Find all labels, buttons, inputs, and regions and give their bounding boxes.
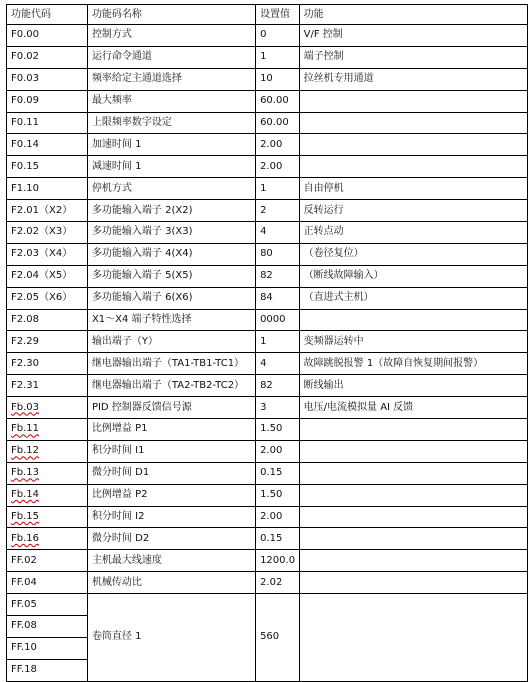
table-row: [7, 309, 528, 331]
cell-code: FF.08: [7, 616, 88, 638]
cell-name: 多功能输入端子 3(X3): [87, 222, 255, 244]
cell-name: 积分时间 I1: [87, 440, 255, 462]
cell-name: 继电器输出端子（TA1-TB1-TC1）: [87, 353, 255, 375]
cell-name: 运行命令通道: [87, 46, 255, 68]
cell-function: 端子控制: [299, 46, 527, 68]
cell-name: 多功能输入端子 6(X6): [87, 287, 255, 309]
cell-function: [299, 440, 527, 462]
cell-function-merged: [299, 594, 527, 682]
cell-value: 2: [256, 200, 300, 222]
cell-name: 多功能输入端子 2(X2): [87, 200, 255, 222]
cell-value: 0.15: [256, 462, 300, 484]
cell-function: 变频器运转中: [299, 331, 527, 353]
cell-function: [299, 462, 527, 484]
cell-name: 微分时间 D1: [87, 462, 255, 484]
table-row: [7, 397, 528, 419]
cell-value: 0.15: [256, 528, 300, 550]
table-row: [7, 265, 528, 287]
cell-code: F2.04（X5）: [7, 265, 88, 287]
table-row: [7, 353, 528, 375]
cell-value: 1.50: [256, 484, 300, 506]
cell-function: [299, 484, 527, 506]
cell-value: 2.00: [256, 156, 300, 178]
cell-value: 60.00: [256, 90, 300, 112]
cell-function: 反转运行: [299, 200, 527, 222]
cell-name: 继电器输出端子（TA2-TB2-TC2）: [87, 375, 255, 397]
cell-code: F2.03（X4）: [7, 243, 88, 265]
header-function: 功能: [299, 5, 527, 25]
cell-function: 自由停机: [299, 178, 527, 200]
cell-code: F2.02（X3）: [7, 222, 88, 244]
cell-code: F2.30: [7, 353, 88, 375]
cell-code: Fb.14: [7, 484, 88, 506]
cell-value: 3: [256, 397, 300, 419]
header-value: 设置值: [256, 5, 300, 25]
cell-value: 2.00: [256, 506, 300, 528]
cell-code: Fb.16: [7, 528, 88, 550]
cell-function: 断线输出: [299, 375, 527, 397]
cell-code: F0.15: [7, 156, 88, 178]
cell-name: X1～X4 端子特性选择: [87, 309, 255, 331]
cell-name: PID 控制器反馈信号源: [87, 397, 255, 419]
cell-value: 2.02: [256, 572, 300, 594]
table-row: [7, 287, 528, 309]
cell-value: 4: [256, 353, 300, 375]
cell-code: F2.31: [7, 375, 88, 397]
cell-value: 1: [256, 46, 300, 68]
cell-code: FF.18: [7, 659, 88, 681]
cell-function: [299, 506, 527, 528]
cell-code: F0.11: [7, 112, 88, 134]
cell-value: 0000: [256, 309, 300, 331]
cell-function: V/F 控制: [299, 25, 527, 47]
table-row: [7, 25, 528, 47]
cell-code: F0.00: [7, 25, 88, 47]
table-row: [7, 484, 528, 506]
cell-value: 4: [256, 222, 300, 244]
cell-name: 输出端子（Y）: [87, 331, 255, 353]
cell-function: （断线故障输入）: [299, 265, 527, 287]
cell-name: 比例增益 P2: [87, 484, 255, 506]
cell-code: F1.10: [7, 178, 88, 200]
cell-name: 加速时间 1: [87, 134, 255, 156]
table-row: [7, 200, 528, 222]
table-row: [7, 90, 528, 112]
cell-code: FF.04: [7, 572, 88, 594]
cell-name: 频率给定主通道选择: [87, 68, 255, 90]
cell-value: 10: [256, 68, 300, 90]
table-row: [7, 156, 528, 178]
cell-code: Fb.11: [7, 419, 88, 441]
table-row: [7, 46, 528, 68]
cell-function: 正转点动: [299, 222, 527, 244]
cell-code: F0.02: [7, 46, 88, 68]
cell-value-merged: 560: [256, 594, 300, 682]
cell-value: 82: [256, 265, 300, 287]
table-row: [7, 178, 528, 200]
cell-value: 2.00: [256, 440, 300, 462]
table-row: [7, 506, 528, 528]
cell-value: 1: [256, 331, 300, 353]
cell-function: [299, 550, 527, 572]
cell-name: 最大频率: [87, 90, 255, 112]
cell-code: Fb.03: [7, 397, 88, 419]
cell-name: 控制方式: [87, 25, 255, 47]
cell-name: 比例增益 P1: [87, 419, 255, 441]
cell-code: F2.29: [7, 331, 88, 353]
table-row: [7, 112, 528, 134]
cell-code: F0.14: [7, 134, 88, 156]
table-row: [7, 222, 528, 244]
cell-function: [299, 572, 527, 594]
cell-name: 微分时间 D2: [87, 528, 255, 550]
cell-name: 多功能输入端子 4(X4): [87, 243, 255, 265]
cell-function: 拉丝机专用通道: [299, 68, 527, 90]
header-code: 功能代码: [7, 5, 88, 25]
table-row: [7, 528, 528, 550]
cell-function: [299, 309, 527, 331]
cell-name-merged: 卷筒直径 1: [87, 594, 255, 682]
cell-value: 84: [256, 287, 300, 309]
cell-function: [299, 419, 527, 441]
header-row: [7, 5, 528, 25]
table-row: [7, 375, 528, 397]
parameter-table: [6, 4, 528, 682]
cell-name: 积分时间 I2: [87, 506, 255, 528]
cell-name: 停机方式: [87, 178, 255, 200]
cell-code: FF.02: [7, 550, 88, 572]
cell-code: Fb.12: [7, 440, 88, 462]
cell-code: F2.05（X6）: [7, 287, 88, 309]
cell-code: FF.05: [7, 594, 88, 616]
cell-value: 80: [256, 243, 300, 265]
table-row: [7, 331, 528, 353]
table-row: [7, 550, 528, 572]
cell-function: [299, 112, 527, 134]
cell-name: 多功能输入端子 5(X5): [87, 265, 255, 287]
cell-value: 2.00: [256, 134, 300, 156]
table-row: [7, 594, 528, 616]
cell-value: 1: [256, 178, 300, 200]
cell-code: Fb.15: [7, 506, 88, 528]
cell-value: 82: [256, 375, 300, 397]
cell-name: 机械传动比: [87, 572, 255, 594]
cell-code: F2.01（X2）: [7, 200, 88, 222]
header-name: 功能码名称: [87, 5, 255, 25]
table-row: [7, 134, 528, 156]
table-row: [7, 68, 528, 90]
table-row: [7, 462, 528, 484]
cell-code: F0.09: [7, 90, 88, 112]
table-row: [7, 440, 528, 462]
cell-name: 主机最大线速度: [87, 550, 255, 572]
table-row: [7, 243, 528, 265]
cell-function: [299, 134, 527, 156]
parameter-table-container: [6, 4, 528, 682]
cell-value: 60.00: [256, 112, 300, 134]
cell-value: 1200.0: [256, 550, 300, 572]
cell-value: 0: [256, 25, 300, 47]
cell-name: 减速时间 1: [87, 156, 255, 178]
cell-function: [299, 528, 527, 550]
cell-code: F2.08: [7, 309, 88, 331]
cell-function: [299, 90, 527, 112]
cell-function: 故障跳脱报警 1（故障自恢复期间报警）: [299, 353, 527, 375]
table-row: [7, 572, 528, 594]
cell-code: F0.03: [7, 68, 88, 90]
cell-value: 1.50: [256, 419, 300, 441]
cell-code: Fb.13: [7, 462, 88, 484]
cell-code: FF.10: [7, 637, 88, 659]
table-row: [7, 419, 528, 441]
cell-name: 上限频率数字设定: [87, 112, 255, 134]
cell-function: 电压/电流模拟量 AI 反馈: [299, 397, 527, 419]
cell-function: [299, 156, 527, 178]
cell-function: （卷径复位）: [299, 243, 527, 265]
cell-function: （直进式主机）: [299, 287, 527, 309]
